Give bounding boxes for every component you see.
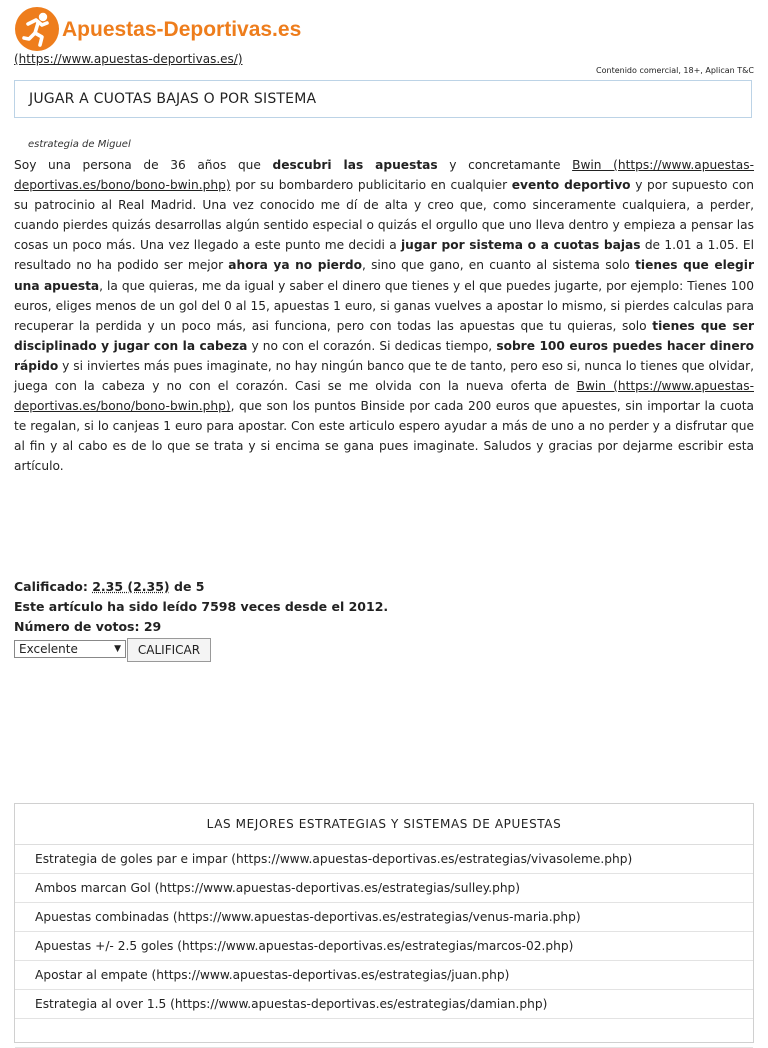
highlight: sobre 100 euros puedes hacer dinero rápido bbox=[14, 338, 755, 373]
strategy-link[interactable]: Estrategia de goles par e impar (https://www.apuestas-deportivas.es/estrategias/vivasoleme.php) bbox=[15, 845, 753, 874]
rating-label: Calificado: bbox=[14, 579, 93, 594]
rating-suffix: de 5 bbox=[169, 579, 205, 594]
text: y por supuesto con su patrocinio al Real Madrid. Una vez conocido me dí de alta y creo que, como sinceramente cualquiera, a perder, cuando pierdes quizás desarrollas algún sentido especial o quizás el orgullo que uno lleva dentro y empieza a pensar las cosas un poco más. Una vez llegado a este punto me decidi a bbox=[14, 178, 754, 253]
site-logo-text[interactable]: Apuestas-Deportivas.es bbox=[62, 18, 302, 41]
bwin-link[interactable]: Bwin (https://www.apuestas-deportivas.es/bono/bono-bwin.php) bbox=[14, 379, 754, 414]
article-title-box bbox=[14, 80, 752, 118]
vote-count: Número de votos: 29 bbox=[14, 619, 162, 634]
text: , la que quieras, me da igual y saber el dinero que tienes y el que puedes jugarte, por ejemplo: Tienes 100 euros, eliges menos de un gol del 0 al 15, apuestas 1 euro, si ganas vuelves a apostar lo mismo, si pierdes calculas para recuperar la perdida y un poco más, asi funciona, pero con todas las apuestas que tu quieras, solo bbox=[14, 278, 754, 333]
strategy-link[interactable]: Apuestas combinadas (https://www.apuestas-deportivas.es/estrategias/venus-maria.php) bbox=[15, 903, 753, 932]
text: de 1.01 a 1.05. El resultado no ha podido ser mejor bbox=[14, 238, 755, 273]
read-count: Este artículo ha sido leído 7598 veces desde el 2012. bbox=[14, 599, 389, 614]
text: y no con el corazón. Si dedicas tiempo, bbox=[247, 338, 497, 353]
article-title: JUGAR A CUOTAS BAJAS O POR SISTEMA bbox=[29, 91, 317, 107]
rating-stats bbox=[14, 577, 388, 637]
rate-button[interactable]: CALIFICAR bbox=[127, 638, 211, 662]
strategy-link[interactable]: Apuestas +/- 2.5 goles (https://www.apuestas-deportivas.es/estrategias/marcos-02.php) bbox=[15, 932, 753, 961]
text: , que son los puntos Binside por cada 200 euros que apuestes, sin importar la cuota te regalan, si lo canjeas 1 euro para apostar. Con este articulo espero ayudar a más de uno a no perder y a disfrutar que al fin y al cabo es de lo que se trata y si encima se gana pues imaginate. Saludos y gracias por dejarme escribir esta artículo. bbox=[14, 399, 754, 474]
text: , sino que gano, en cuanto al sistema solo bbox=[362, 258, 636, 273]
runner-logo-icon[interactable] bbox=[14, 6, 60, 52]
strategy-link[interactable]: Estrategia al over 1.5 (https://www.apuestas-deportivas.es/estrategias/damian.php) bbox=[15, 990, 753, 1019]
commercial-disclaimer: Contenido comercial, 18+, Aplican T&C bbox=[596, 66, 754, 75]
rating-select-value: Excelente bbox=[19, 642, 78, 656]
highlight: jugar por sistema o a cuotas bajas bbox=[400, 238, 641, 253]
triangle-down-icon: ▼ bbox=[114, 644, 121, 654]
strategy-link[interactable] bbox=[15, 1019, 753, 1048]
highlight: evento deportivo bbox=[511, 178, 631, 193]
strategies-list bbox=[15, 845, 753, 1048]
strategy-link[interactable]: Apostar al empate (https://www.apuestas-deportivas.es/estrategias/juan.php) bbox=[15, 961, 753, 990]
highlight: tienes que elegir una apuesta bbox=[14, 258, 754, 293]
highlight: tienes que ser disciplinado y jugar con la cabeza bbox=[14, 318, 754, 353]
rating-select[interactable] bbox=[14, 640, 126, 658]
home-link[interactable]: (https://www.apuestas-deportivas.es/) bbox=[14, 52, 243, 66]
site-header bbox=[14, 6, 754, 52]
highlight: descubri las apuestas bbox=[272, 158, 438, 172]
text: por su bombardero publicitario en cualquier bbox=[230, 178, 512, 193]
strategies-title: LAS MEJORES ESTRATEGIAS Y SISTEMAS DE APUESTAS bbox=[15, 804, 753, 845]
article-author: estrategia de Miguel bbox=[28, 139, 131, 150]
bwin-link[interactable]: Bwin (https://www.apuestas-deportivas.es/bono/bono-bwin.php) bbox=[14, 158, 755, 193]
strategies-box bbox=[14, 803, 754, 1043]
text: Soy una persona de 36 años que bbox=[14, 158, 273, 172]
rating-value: 2.35 (2.35) bbox=[92, 579, 170, 594]
strategy-link[interactable]: Ambos marcan Gol (https://www.apuestas-deportivas.es/estrategias/sulley.php) bbox=[15, 874, 753, 903]
article-body bbox=[14, 155, 754, 477]
highlight: ahora ya no pierdo bbox=[228, 258, 362, 273]
rating-line bbox=[14, 577, 388, 597]
text: y concretamante bbox=[437, 158, 573, 172]
text: y si inviertes más pues imaginate, no hay ningún banco que te de tanto, pero eso si, nunca lo tienes que olvidar, juega con la cabeza y no con el corazón. Casi se me olvida con la nueva oferta de bbox=[14, 358, 754, 394]
